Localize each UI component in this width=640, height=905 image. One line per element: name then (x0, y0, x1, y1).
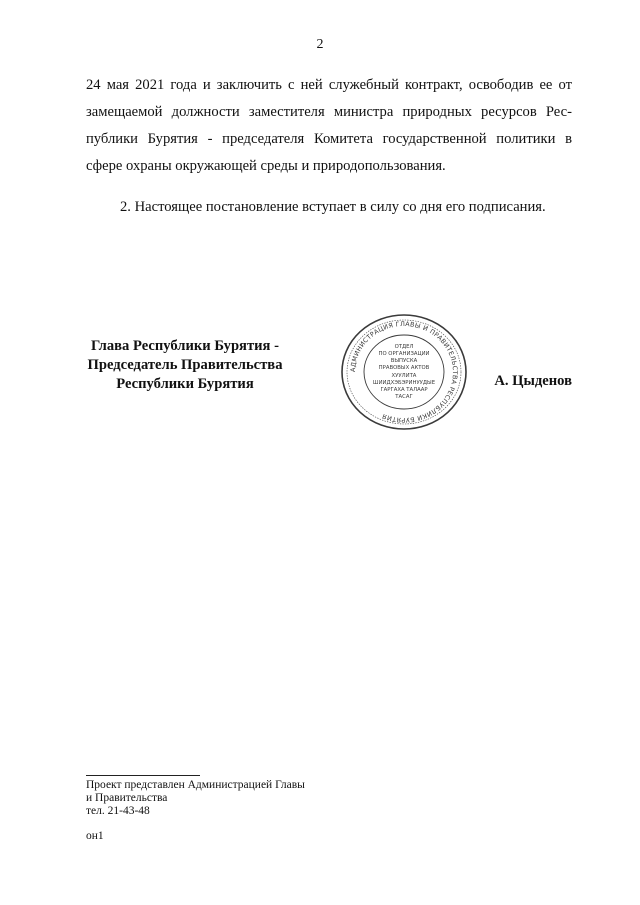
paragraph-effective-date: 2. Настоящее постановление вступает в силу со дня его подписания. (120, 199, 546, 215)
footnote-line: Проект представлен Администрацией Главы (86, 779, 305, 791)
footnote (86, 779, 305, 818)
paragraph-line: замещаемой должности заместителя министра природных ресурсов Рес- (86, 104, 572, 120)
seal-line: ВЫПУСКА (390, 358, 418, 364)
seal-line: ОТДЕЛ (394, 344, 414, 350)
paragraph-line: 24 мая 2021 года и заключить с ней служебный контракт, освободив ее от (86, 77, 572, 93)
signer-name: А. Цыденов (494, 373, 572, 389)
document-code: он1 (86, 830, 104, 842)
page-number: 2 (316, 37, 324, 52)
footnote-divider (86, 775, 200, 776)
signer-title-line: Глава Республики Бурятия - (91, 338, 279, 354)
paragraph-line: публики Бурятия - председателя Комитета государственной политики в (86, 131, 572, 147)
signer-title (70, 337, 300, 394)
signer-title-line: Председатель Правительства (87, 357, 283, 373)
svg-text:АДМИНИСТРАЦИЯ ГЛАВЫ И ПРАВИТЕЛ (349, 320, 459, 424)
seal-line: ПО ОРГАНИЗАЦИИ (378, 351, 430, 357)
seal-line: ПРАВОВЫХ АКТОВ (378, 365, 430, 371)
paragraph-continuation (86, 72, 572, 180)
official-seal-stamp (339, 312, 469, 432)
seal-line: ШИИДХЭБЭРИНУУДЫЕ (372, 380, 436, 386)
seal-ring-text: АДМИНИСТРАЦИЯ ГЛАВЫ И ПРАВИТЕЛЬСТВА РЕСПУБЛИКИ БУРЯТИЯ (348, 319, 460, 425)
seal-line: ХУУЛИТА (391, 373, 417, 379)
footnote-line: тел. 21-43-48 (86, 805, 150, 817)
seal-line: ТАСАГ (395, 394, 413, 400)
seal-line: ГАРГАХА ТАЛААР (380, 387, 428, 393)
signer-title-line: Республики Бурятия (116, 376, 254, 392)
paragraph-line: сфере охраны окружающей среды и природопользования. (86, 158, 446, 174)
footnote-line: и Правительства (86, 792, 168, 804)
